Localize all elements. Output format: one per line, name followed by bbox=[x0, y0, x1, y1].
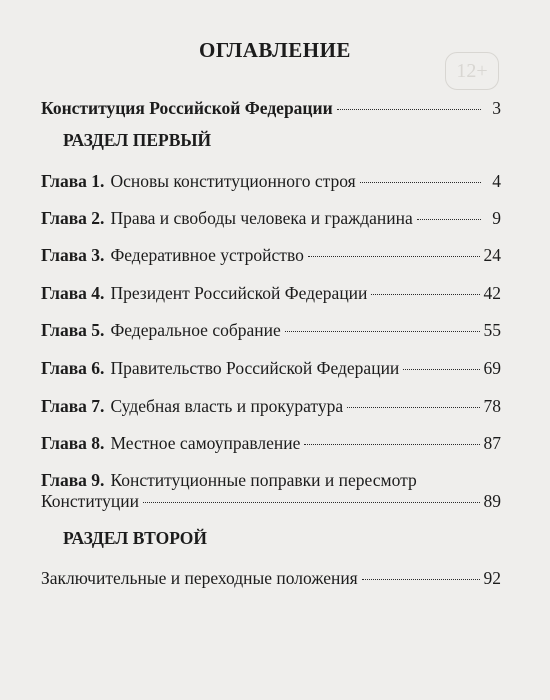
dot-leader bbox=[285, 331, 480, 332]
toc-entry-chapter-6[interactable] bbox=[41, 358, 501, 379]
toc-entry-chapter-5[interactable] bbox=[41, 320, 501, 341]
page-number: 69 bbox=[483, 358, 501, 378]
toc-entry-chapter-4[interactable] bbox=[41, 283, 501, 304]
toc-entry-chapter-1[interactable] bbox=[41, 171, 501, 192]
page-number: 9 bbox=[492, 208, 501, 228]
page-number: 3 bbox=[492, 98, 501, 118]
entry-title: Судебная власть и прокуратура bbox=[110, 396, 344, 416]
section-heading-1: РАЗДЕЛ ПЕРВЫЙ bbox=[63, 130, 212, 150]
entry-title: Федеративное устройство bbox=[110, 245, 304, 265]
toc-entry-final-provisions[interactable] bbox=[41, 568, 501, 589]
dot-leader bbox=[403, 369, 479, 370]
section-heading-2: РАЗДЕЛ ВТОРОЙ bbox=[63, 528, 208, 548]
entry-title: Местное самоуправление bbox=[110, 433, 301, 453]
dot-leader bbox=[417, 219, 481, 220]
entry-title: Права и свободы человека и гражданина bbox=[110, 208, 413, 228]
dot-leader bbox=[362, 579, 480, 580]
dot-leader bbox=[347, 407, 479, 408]
chapter-label: Глава 6. bbox=[41, 358, 105, 378]
toc-entry-chapter-9[interactable] bbox=[41, 470, 501, 512]
page-number: 78 bbox=[483, 396, 501, 416]
page-number: 42 bbox=[483, 283, 501, 303]
entry-title: Правительство Российской Федерации bbox=[110, 358, 400, 378]
chapter-label: Глава 3. bbox=[41, 245, 105, 265]
entry-title: Федеральное собрание bbox=[110, 320, 281, 340]
page-number: 87 bbox=[483, 433, 501, 453]
chapter-label: Глава 7. bbox=[41, 396, 105, 416]
chapter-label: Глава 1. bbox=[41, 171, 105, 191]
dot-leader bbox=[304, 444, 479, 445]
entry-title: Конституционные поправки и пересмотр bbox=[110, 470, 417, 490]
page-number: 4 bbox=[492, 171, 501, 191]
page-number: 92 bbox=[483, 568, 501, 588]
toc-entry-constitution[interactable] bbox=[41, 98, 501, 119]
age-rating-badge: 12+ bbox=[445, 52, 499, 90]
dot-leader bbox=[360, 182, 481, 183]
dot-leader bbox=[143, 502, 480, 503]
entry-line-1 bbox=[41, 470, 501, 491]
toc-entry-chapter-8[interactable] bbox=[41, 433, 501, 454]
page-number: 89 bbox=[483, 491, 501, 511]
entry-title-continued: Конституции bbox=[41, 491, 139, 511]
entry-title: Конституция Российской Федерации bbox=[41, 98, 333, 118]
page-number: 55 bbox=[483, 320, 501, 340]
chapter-label: Глава 9. bbox=[41, 470, 105, 490]
page-title: ОГЛАВЛЕНИЕ bbox=[199, 38, 351, 62]
dot-leader bbox=[371, 294, 479, 295]
chapter-label: Глава 8. bbox=[41, 433, 105, 453]
entry-line-2 bbox=[41, 491, 501, 512]
entry-title: Основы конституционного строя bbox=[110, 171, 356, 191]
toc-entry-chapter-7[interactable] bbox=[41, 396, 501, 417]
dot-leader bbox=[337, 109, 481, 110]
entry-title: Заключительные и переходные положения bbox=[41, 568, 358, 588]
chapter-label: Глава 5. bbox=[41, 320, 105, 340]
entry-title: Президент Российской Федерации bbox=[110, 283, 368, 303]
dot-leader bbox=[308, 256, 480, 257]
chapter-label: Глава 2. bbox=[41, 208, 105, 228]
toc-entry-chapter-2[interactable] bbox=[41, 208, 501, 229]
page-number: 24 bbox=[483, 245, 501, 265]
chapter-label: Глава 4. bbox=[41, 283, 105, 303]
toc-entry-chapter-3[interactable] bbox=[41, 245, 501, 266]
